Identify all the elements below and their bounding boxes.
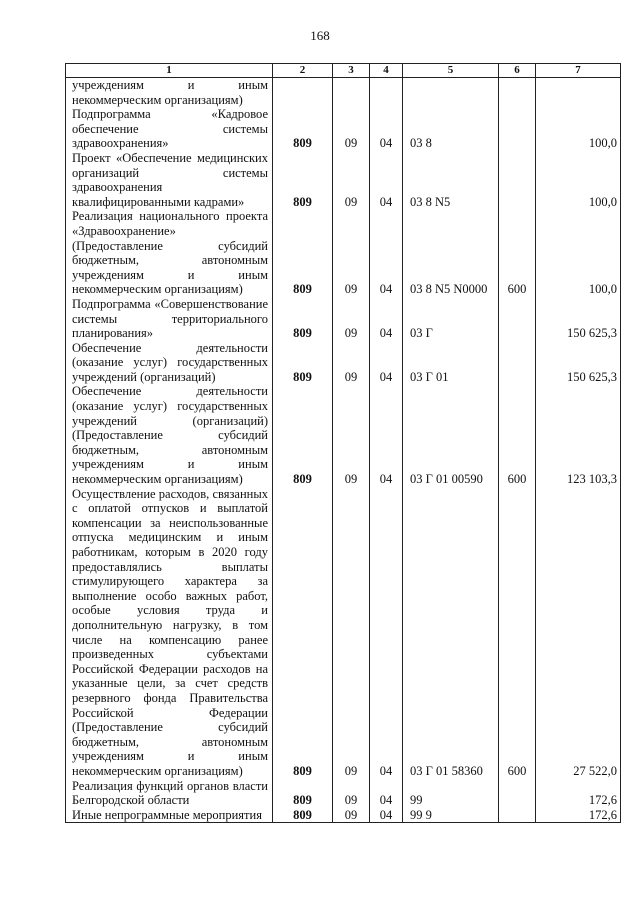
target-article-code: 03 Г 01 00590 (403, 384, 499, 486)
ministry-code: 809 (273, 209, 333, 297)
subsection-code: 04 (370, 107, 403, 151)
table-row (66, 78, 621, 108)
page-number: 168 (310, 28, 330, 43)
row-name: Иные непрограммные мероприятия (66, 808, 273, 823)
column-header: 2 (273, 64, 333, 78)
target-article-code: 03 Г (403, 297, 499, 341)
column-header: 5 (403, 64, 499, 78)
section-code (333, 78, 370, 108)
row-name: Обеспечение деятельности (оказание услуг) государственных учреждений (организаций) (Предоставление субсидий бюджетным, автономным учреждениям и иным некоммерческим организациям) (66, 384, 273, 486)
ministry-code: 809 (273, 384, 333, 486)
ministry-code (273, 78, 333, 108)
section-code: 09 (333, 779, 370, 808)
section-code: 09 (333, 341, 370, 385)
expense-type-code: 600 (499, 384, 536, 486)
subsection-code: 04 (370, 297, 403, 341)
amount-value: 100,0 (536, 151, 621, 209)
table-row (66, 779, 621, 808)
amount-value: 100,0 (536, 209, 621, 297)
expense-type-code (499, 297, 536, 341)
row-name: Подпрограмма «Совершенствование системы территориального планирования» (66, 297, 273, 341)
target-article-code: 03 Г 01 58360 (403, 487, 499, 779)
subsection-code: 04 (370, 384, 403, 486)
target-article-code: 03 8 (403, 107, 499, 151)
target-article-code: 03 8 N5 (403, 151, 499, 209)
expense-type-code: 600 (499, 487, 536, 779)
section-code: 09 (333, 107, 370, 151)
expense-type-code (499, 151, 536, 209)
ministry-code: 809 (273, 487, 333, 779)
column-header: 6 (499, 64, 536, 78)
subsection-code: 04 (370, 808, 403, 823)
row-name: Реализация функций органов власти Белгородской области (66, 779, 273, 808)
column-header: 4 (370, 64, 403, 78)
table-header-row (66, 64, 621, 78)
amount-value: 172,6 (536, 808, 621, 823)
table-row (66, 341, 621, 385)
table-row (66, 297, 621, 341)
amount-value: 150 625,3 (536, 297, 621, 341)
amount-value: 150 625,3 (536, 341, 621, 385)
section-code: 09 (333, 209, 370, 297)
table-row (66, 209, 621, 297)
subsection-code: 04 (370, 779, 403, 808)
target-article-code: 99 (403, 779, 499, 808)
subsection-code: 04 (370, 487, 403, 779)
ministry-code: 809 (273, 297, 333, 341)
ministry-code: 809 (273, 341, 333, 385)
column-header: 1 (66, 64, 273, 78)
table-row (66, 487, 621, 779)
expense-type-code: 600 (499, 209, 536, 297)
amount-value: 123 103,3 (536, 384, 621, 486)
amount-value: 100,0 (536, 107, 621, 151)
subsection-code (370, 78, 403, 108)
subsection-code: 04 (370, 209, 403, 297)
section-code: 09 (333, 487, 370, 779)
target-article-code (403, 78, 499, 108)
ministry-code: 809 (273, 808, 333, 823)
target-article-code: 03 Г 01 (403, 341, 499, 385)
row-name: учреждениям и иным некоммерческим организациям) (66, 78, 273, 108)
expense-type-code (499, 808, 536, 823)
column-header: 7 (536, 64, 621, 78)
table-row (66, 107, 621, 151)
expense-type-code (499, 341, 536, 385)
row-name: Проект «Обеспечение медицинских организаций системы здравоохранения квалифицированными кадрами» (66, 151, 273, 209)
row-name: Подпрограмма «Кадровое обеспечение системы здравоохранения» (66, 107, 273, 151)
row-name: Реализация национального проекта «Здравоохранение» (Предоставление субсидий бюджетным, автономным учреждениям и иным некоммерческим организациям) (66, 209, 273, 297)
column-header: 3 (333, 64, 370, 78)
table-row (66, 808, 621, 823)
row-name: Осуществление расходов, связанных с оплатой отпусков и выплатой компенсации за неиспользованные отпуска медицинским и иным работникам, которым в 2020 году предоставлялись выплаты стимулирующего характера за выполнение особо важных работ, особые условия труда и дополнительную нагрузку, в том числе на компенсацию ранее произведенных субъектами Российской Федерации расходов на указанные цели, за счет средств резервного фонда Правительства Российской Федерации (Предоставление субсидий бюджетным, автономным учреждениям и иным некоммерческим организациям) (66, 487, 273, 779)
section-code: 09 (333, 151, 370, 209)
expense-type-code (499, 779, 536, 808)
amount-value: 172,6 (536, 779, 621, 808)
target-article-code: 03 8 N5 N0000 (403, 209, 499, 297)
table-row (66, 151, 621, 209)
row-name: Обеспечение деятельности (оказание услуг) государственных учреждений (организаций) (66, 341, 273, 385)
expense-type-code (499, 78, 536, 108)
amount-value: 27 522,0 (536, 487, 621, 779)
budget-table (65, 63, 621, 823)
section-code: 09 (333, 297, 370, 341)
subsection-code: 04 (370, 341, 403, 385)
expense-type-code (499, 107, 536, 151)
subsection-code: 04 (370, 151, 403, 209)
ministry-code: 809 (273, 151, 333, 209)
ministry-code: 809 (273, 779, 333, 808)
amount-value (536, 78, 621, 108)
section-code: 09 (333, 808, 370, 823)
target-article-code: 99 9 (403, 808, 499, 823)
table-row (66, 384, 621, 486)
section-code: 09 (333, 384, 370, 486)
ministry-code: 809 (273, 107, 333, 151)
